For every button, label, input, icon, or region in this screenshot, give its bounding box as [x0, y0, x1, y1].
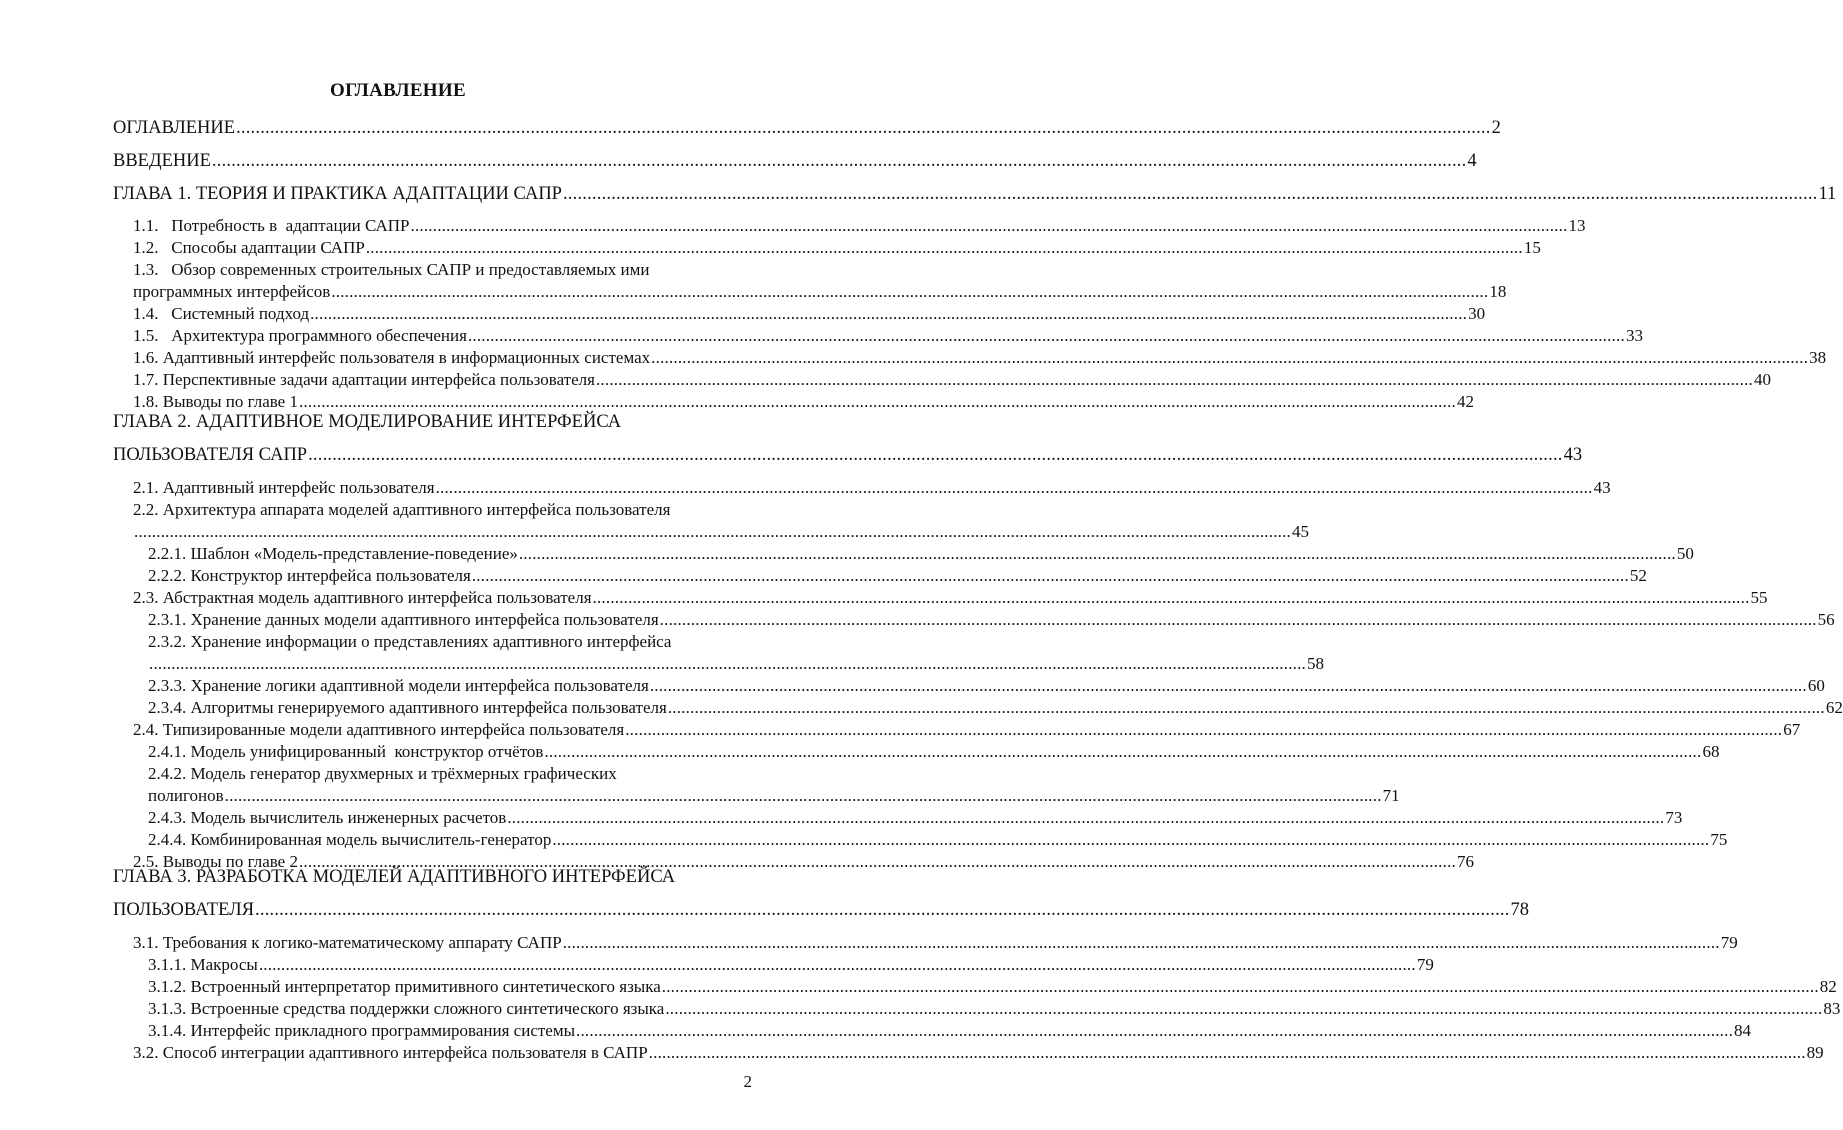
toc-entry-page: 43 [1563, 445, 1583, 465]
toc-entry-label: 2.5. Выводы по главе 2 [133, 852, 298, 871]
toc-entry-label: 1.8. Выводы по главе 1 [133, 392, 298, 411]
toc-entry [148, 786, 1400, 806]
toc-entry [133, 392, 1474, 412]
toc-entry-page: 89 [1806, 1043, 1824, 1062]
toc-entry-label: 2.3.3. Хранение логики адаптивной модели интерфейса пользователя [148, 676, 649, 695]
toc-entry-page: 78 [1510, 900, 1530, 920]
toc-entry [133, 720, 1801, 740]
toc-entry [133, 588, 1768, 608]
toc-entry-page: 55 [1750, 588, 1768, 607]
toc-entry-label: 2.2.1. Шаблон «Модель-представление-поведение» [148, 544, 518, 563]
toc-entry-label: программных интерфейсов [133, 282, 331, 301]
toc-entry-page: 13 [1568, 216, 1586, 235]
toc-leader-dots: .................................................................................................................................................................................................................................................................... [298, 392, 1456, 411]
toc-leader-dots: .................................................................................................................................................................................................................................................................... [308, 445, 1563, 465]
toc-entry-page: 84 [1734, 1021, 1752, 1040]
toc-entry [148, 955, 1434, 975]
toc-entry-wrapped-line: ГЛАВА 3. РАЗРАБОТКА МОДЕЛЕЙ АДАПТИВНОГО ИНТЕРФЕЙСА [113, 867, 676, 887]
toc-leader-dots: .................................................................................................................................................................................................................................................................... [518, 544, 1676, 563]
toc-entry-page: 76 [1456, 852, 1474, 871]
page-number: 2 [743, 1072, 752, 1091]
toc-entry [133, 282, 1507, 302]
toc-entry-label: 3.1.3. Встроенные средства поддержки сложного синтетического языка [148, 999, 665, 1018]
toc-entry-label: 3.1.1. Макросы [148, 955, 258, 974]
toc-entry [148, 1021, 1752, 1041]
toc-entry-label: ГЛАВА 1. ТЕОРИЯ И ПРАКТИКА АДАПТАЦИИ САПР [113, 184, 562, 204]
toc-entry-wrapped-line: 2.3.2. Хранение информации о представлениях адаптивного интерфейса [148, 632, 672, 651]
toc-entry-label: 1.1. Потребность в адаптации САПР [133, 216, 410, 235]
toc-entry [148, 999, 1841, 1019]
toc-entry [148, 808, 1683, 828]
toc-leader-dots: .................................................................................................................................................................................................................................................................... [667, 698, 1825, 717]
toc-entry [148, 654, 1324, 674]
toc-entry-label: ПОЛЬЗОВАТЕЛЯ [113, 900, 255, 920]
toc-leader-dots: .................................................................................................................................................................................................................................................................... [435, 478, 1593, 497]
toc-entry-page: 45 [1292, 522, 1309, 541]
toc-entry-label: 2.3.4. Алгоритмы генерируемого адаптивного интерфейса пользователя [148, 698, 667, 717]
toc-entry [148, 610, 1835, 630]
toc-entry-page: 2 [1491, 118, 1501, 138]
toc-entry [148, 742, 1720, 762]
toc-entry [133, 238, 1541, 258]
toc-entry [133, 522, 1309, 542]
toc-entry [133, 1043, 1824, 1063]
toc-entry-label: ПОЛЬЗОВАТЕЛЯ САПР [113, 445, 308, 465]
toc-leader-dots: .................................................................................................................................................................................................................................................................... [562, 184, 1818, 204]
toc-entry-label: 2.3.1. Хранение данных модели адаптивного интерфейса пользователя [148, 610, 659, 629]
toc-entry [133, 478, 1611, 498]
toc-entry [113, 900, 1530, 920]
toc-entry-page: 83 [1823, 999, 1841, 1018]
toc-leader-dots: .................................................................................................................................................................................................................................................................... [648, 1043, 1806, 1062]
toc-leader-dots: .................................................................................................................................................................................................................................................................... [134, 522, 1291, 541]
toc-entry [133, 216, 1586, 236]
toc-title: ОГЛАВЛЕНИЕ [330, 80, 466, 101]
toc-leader-dots: .................................................................................................................................................................................................................................................................... [255, 900, 1510, 920]
toc-entry-label: 1.6. Адаптивный интерфейс пользователя в информационных системах [133, 348, 651, 367]
toc-entry [113, 151, 1477, 171]
toc-leader-dots: .................................................................................................................................................................................................................................................................... [552, 830, 1710, 849]
toc-leader-dots: .................................................................................................................................................................................................................................................................... [544, 742, 1702, 761]
toc-leader-dots: .................................................................................................................................................................................................................................................................... [467, 326, 1625, 345]
toc-entry [133, 326, 1643, 346]
toc-leader-dots: .................................................................................................................................................................................................................................................................... [331, 282, 1489, 301]
toc-leader-dots: .................................................................................................................................................................................................................................................................... [149, 654, 1306, 673]
toc-entry-page: 62 [1825, 698, 1843, 717]
toc-leader-dots: .................................................................................................................................................................................................................................................................... [258, 955, 1416, 974]
toc-entry-page: 68 [1702, 742, 1720, 761]
toc-entry-label: 1.4. Системный подход [133, 304, 310, 323]
toc-entry [113, 184, 1837, 204]
toc-leader-dots: .................................................................................................................................................................................................................................................................... [576, 1021, 1734, 1040]
toc-leader-dots: .................................................................................................................................................................................................................................................................... [298, 852, 1456, 871]
toc-entry-wrapped-line: 2.2. Архитектура аппарата моделей адаптивного интерфейса пользователя [133, 500, 671, 519]
toc-entry [148, 698, 1843, 718]
toc-entry-label: 2.2.2. Конструктор интерфейса пользователя [148, 566, 471, 585]
toc-entry-page: 11 [1818, 184, 1837, 204]
toc-leader-dots: .................................................................................................................................................................................................................................................................... [365, 238, 1523, 257]
toc-entry [133, 370, 1771, 390]
toc-entry-page: 43 [1593, 478, 1611, 497]
toc-entry-page: 33 [1625, 326, 1643, 345]
toc-entry-wrapped-line: ГЛАВА 2. АДАПТИВНОЕ МОДЕЛИРОВАНИЕ ИНТЕРФЕЙСА [113, 412, 622, 432]
toc-entry [113, 445, 1583, 465]
toc-entry-page: 56 [1817, 610, 1835, 629]
toc-entry-label: 2.3. Абстрактная модель адаптивного интерфейса пользователя [133, 588, 592, 607]
toc-entry-wrapped-line: 2.4.2. Модель генератор двухмерных и трёхмерных графических [148, 764, 617, 783]
toc-entry [133, 348, 1827, 368]
toc-leader-dots: .................................................................................................................................................................................................................................................................... [562, 933, 1720, 952]
toc-leader-dots: .................................................................................................................................................................................................................................................................... [471, 566, 1629, 585]
toc-entry-label: полигонов [148, 786, 224, 805]
toc-leader-dots: .................................................................................................................................................................................................................................................................... [595, 370, 1753, 389]
toc-entry-label: ВВЕДЕНИЕ [113, 151, 211, 171]
toc-entry-label: 3.1.4. Интерфейс прикладного программирования системы [148, 1021, 576, 1040]
toc-entry [148, 676, 1825, 696]
toc-leader-dots: .................................................................................................................................................................................................................................................................... [665, 999, 1823, 1018]
toc-entry-page: 79 [1416, 955, 1434, 974]
toc-leader-dots: .................................................................................................................................................................................................................................................................... [410, 216, 1568, 235]
toc-entry-label: 2.4. Типизированные модели адаптивного интерфейса пользователя [133, 720, 625, 739]
toc-entry-page: 50 [1676, 544, 1694, 563]
toc-entry-page: 18 [1489, 282, 1507, 301]
toc-entry [113, 118, 1501, 138]
toc-entry [148, 830, 1728, 850]
toc-entry-label: 1.7. Перспективные задачи адаптации интерфейса пользователя [133, 370, 595, 389]
toc-entry-label: 3.2. Способ интеграции адаптивного интерфейса пользователя в САПР [133, 1043, 648, 1062]
toc-leader-dots: .................................................................................................................................................................................................................................................................... [592, 588, 1750, 607]
toc-entry-page: 15 [1523, 238, 1541, 257]
toc-entry-page: 38 [1809, 348, 1827, 367]
toc-entry-label: 3.1. Требования к логико-математическому аппарату САПР [133, 933, 562, 952]
toc-leader-dots: .................................................................................................................................................................................................................................................................... [236, 118, 1491, 138]
toc-leader-dots: .................................................................................................................................................................................................................................................................... [659, 610, 1817, 629]
toc-entry-page: 42 [1456, 392, 1474, 411]
toc-entry-label: 1.5. Архитектура программного обеспечения [133, 326, 467, 345]
toc-entry-page: 73 [1665, 808, 1683, 827]
toc-entry-label: 1.2. Способы адаптации САПР [133, 238, 365, 257]
toc-entry-page: 60 [1807, 676, 1825, 695]
toc-leader-dots: .................................................................................................................................................................................................................................................................... [651, 348, 1809, 367]
toc-entry-page: 4 [1467, 151, 1477, 171]
toc-leader-dots: .................................................................................................................................................................................................................................................................... [224, 786, 1382, 805]
toc-entry-page: 30 [1468, 304, 1486, 323]
toc-entry-page: 79 [1720, 933, 1738, 952]
toc-entry-wrapped-line: 1.3. Обзор современных строительных САПР и предоставляемых ими [133, 260, 650, 279]
toc-leader-dots: .................................................................................................................................................................................................................................................................... [310, 304, 1468, 323]
toc-entry [148, 566, 1647, 586]
toc-entry-label: 2.1. Адаптивный интерфейс пользователя [133, 478, 435, 497]
toc-entry-label: 2.4.4. Комбинированная модель вычислитель-генератор [148, 830, 552, 849]
toc-entry-page: 67 [1783, 720, 1801, 739]
toc-leader-dots: .................................................................................................................................................................................................................................................................... [661, 977, 1819, 996]
toc-entry-label: ОГЛАВЛЕНИЕ [113, 118, 236, 138]
toc-entry [148, 544, 1694, 564]
toc-entry [133, 304, 1486, 324]
toc-entry-label: 2.4.1. Модель унифицированный конструктор отчётов [148, 742, 544, 761]
toc-entry [148, 977, 1837, 997]
toc-entry-page: 71 [1382, 786, 1400, 805]
toc-leader-dots: .................................................................................................................................................................................................................................................................... [211, 151, 1467, 171]
toc-leader-dots: .................................................................................................................................................................................................................................................................... [507, 808, 1665, 827]
toc-leader-dots: .................................................................................................................................................................................................................................................................... [625, 720, 1783, 739]
toc-entry-page: 75 [1710, 830, 1728, 849]
toc-entry-label: 3.1.2. Встроенный интерпретатор примитивного синтетического языка [148, 977, 661, 996]
toc-entry-label: 2.4.3. Модель вычислитель инженерных расчетов [148, 808, 507, 827]
toc-entry-page: 40 [1753, 370, 1771, 389]
toc-entry-page: 82 [1819, 977, 1837, 996]
toc-entry-page: 58 [1307, 654, 1324, 673]
toc-entry-page: 52 [1629, 566, 1647, 585]
toc-leader-dots: .................................................................................................................................................................................................................................................................... [649, 676, 1807, 695]
toc-entry [133, 933, 1738, 953]
